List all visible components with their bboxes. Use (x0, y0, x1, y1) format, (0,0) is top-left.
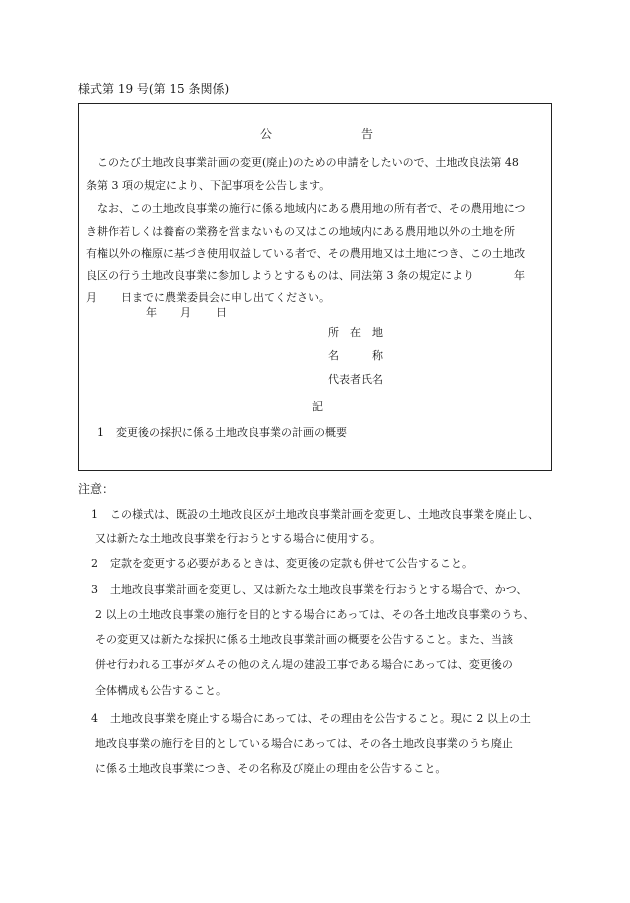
date-day: 日 (216, 306, 227, 319)
field-representative-label: 代表者氏名 (328, 373, 383, 386)
note-line: 土地改良事業計画を変更し、又は新たな土地改良事業を行おうとする場合で、かつ、 (110, 583, 528, 596)
ki-heading: 記 (312, 400, 323, 413)
deadline-month: 月 (86, 291, 97, 304)
note-number: 1 (91, 508, 98, 521)
field-address-label: 所 在 地 (328, 326, 383, 339)
notice-title-left: 公 (260, 127, 273, 141)
date-year: 年 (146, 306, 157, 319)
date-month: 月 (180, 306, 191, 319)
form-number: 様式第 19 号(第 15 条関係) (78, 82, 230, 96)
notice-body-line: なお、この土地改良事業の施行に係る地域内にある農用地の所有者で、その農用地につ (97, 202, 526, 215)
item-text: 変更後の採択に係る土地改良事業の計画の概要 (116, 426, 347, 439)
note-number: 4 (91, 712, 98, 725)
notice-body-line: き耕作若しくは養畜の業務を営まないもの又はこの地域内にある農用地以外の土地を所 (86, 225, 515, 238)
note-line: に係る土地改良事業につき、その名称及び廃止の理由を公告すること。 (95, 762, 447, 775)
notice-title-right: 告 (361, 127, 374, 141)
note-line: この様式は、既設の土地改良区が土地改良事業計画を変更し、土地改良事業を廃止し、 (110, 508, 539, 521)
note-line: 土地改良事業を廃止する場合にあっては、その理由を公告すること。現に 2 以上の土 (110, 712, 531, 725)
note-line: 全体構成も公告すること。 (95, 684, 227, 697)
deadline-year: 年 (514, 269, 525, 282)
notice-body-line: 良区の行う土地改良事業に参加しようとするものは、同法第 3 条の規定により (86, 269, 474, 282)
note-line: 地改良事業の施行を目的としている場合にあっては、その各土地改良事業のうち廃止 (95, 737, 513, 750)
note-number: 3 (91, 583, 98, 596)
note-line: 定款を変更する必要があるときは、変更後の定款も併せて公告すること。 (110, 557, 473, 570)
note-number: 2 (91, 557, 98, 570)
notice-body-line: 条第 3 項の規定により、下記事項を公告します。 (86, 179, 331, 192)
note-line: その変更又は新たな採択に係る土地改良事業計画の概要を公告すること。また、当該 (95, 633, 513, 646)
note-line: 2 以上の土地改良事業の施行を目的とする場合にあっては、その各土地改良事業のうち、 (95, 608, 535, 621)
notice-body-line: 日までに農業委員会に申し出てください。 (121, 291, 330, 304)
notice-body-line: 有権以外の権原に基づき使用収益している者で、その農用地又は土地につき、この土地改 (86, 247, 526, 260)
field-name-label: 名 称 (328, 349, 383, 362)
notice-body-line: このたび土地改良事業計画の変更(廃止)のための申請をしたいので、土地改良法第 48 (97, 156, 519, 169)
item-number: 1 (97, 426, 104, 439)
notes-heading: 注意： (78, 482, 115, 496)
note-line: 併せ行われる工事がダムその他のえん堤の建設工事である場合にあっては、変更後の (95, 658, 513, 671)
note-line: 又は新たな土地改良事業を行おうとする場合に使用する。 (95, 532, 381, 545)
